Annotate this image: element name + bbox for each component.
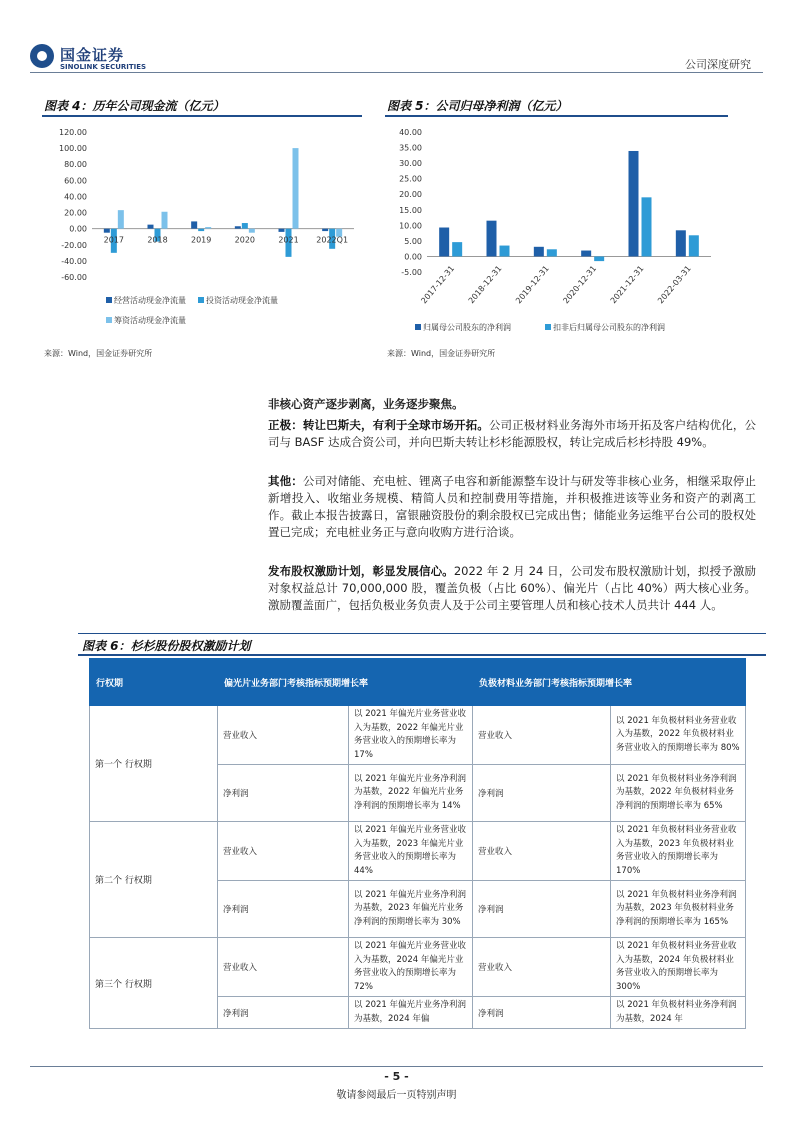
legend-label: 归属母公司股东的净利润 — [423, 323, 511, 332]
figure6-title-rule — [78, 654, 766, 656]
y-tick-label: 40.00 — [399, 128, 422, 137]
bar-2020-12-31-s2 — [594, 256, 604, 261]
footer-disclaimer: 敬请参阅最后一页特别声明 — [336, 1090, 457, 1101]
x-tick-label: 2020 — [234, 235, 256, 245]
legend-label: 扣非后归属母公司股东的净利润 — [553, 323, 665, 332]
bar-2017-s1 — [104, 229, 110, 233]
bar-2019-12-31-s2 — [547, 249, 557, 256]
bar-2021-12-31-s2 — [642, 197, 652, 256]
figure5-chart — [385, 120, 728, 340]
bar-2019-s3 — [205, 227, 211, 229]
figure4-title-rule — [42, 115, 362, 117]
bar-2020-12-31-s1 — [581, 251, 591, 257]
x-tick-label: 2017-12-31 — [419, 263, 457, 306]
table-row — [90, 822, 746, 881]
bar-2019-s1 — [191, 221, 197, 228]
figure5-source: 来源：Wind，国金证券研究所 — [387, 349, 496, 358]
anode-metric: 净利润 — [473, 881, 611, 938]
legend-swatch — [106, 297, 112, 303]
polarizer-target: 以 2021 年偏光片业务净利润为基数，2023 年偏光片业务净利润的预期增长率为 30% — [349, 881, 473, 938]
bar-2018-12-31-s2 — [500, 246, 510, 257]
legend-label: 投资活动现金净流量 — [206, 296, 278, 305]
y-tick-label: 5.00 — [404, 236, 422, 246]
y-tick-label: -40.00 — [61, 256, 87, 266]
y-tick-label: 10.00 — [399, 221, 422, 231]
brand-name-en: SINOLINK SECURITIES — [60, 63, 147, 71]
bar-2021-s3 — [293, 148, 299, 229]
legend-label: 经营活动现金净流量 — [114, 296, 186, 305]
y-tick-label: -60.00 — [61, 273, 87, 282]
x-tick-label: 2019 — [190, 235, 212, 245]
paragraph-cathode — [268, 417, 756, 451]
paragraph-cathode-lead: 正极：转让巴斯夫，有利于全球市场开拓。 — [268, 418, 489, 432]
anode-metric: 营业收入 — [473, 706, 611, 765]
y-tick-label: 0.00 — [69, 224, 87, 234]
polarizer-metric: 净利润 — [218, 765, 349, 822]
bar-2017-12-31-s1 — [439, 228, 449, 257]
figure4-source: 来源：Wind，国金证券研究所 — [44, 349, 153, 358]
anode-target: 以 2021 年负极材料业务营业收入为基数，2022 年负极材料业务营业收入的预期增长率为 80% — [611, 706, 746, 765]
figure6-top-rule — [78, 633, 766, 634]
polarizer-target: 以 2021 年偏光片业务营业收入为基数，2024 年偏光片业务营业收入的预期增长率为 72% — [349, 938, 473, 997]
figure5-title: 图表 5：公司归母净利润（亿元） — [387, 99, 568, 113]
x-tick-label: 2019-12-31 — [514, 263, 551, 306]
header-polarizer: 偏光片业务部门考核指标预期增长率 — [218, 659, 473, 706]
bar-2019-s2 — [198, 229, 204, 231]
polarizer-target: 以 2021 年偏光片业务营业收入为基数，2023 年偏光片业务营业收入的预期增长率为 44% — [349, 822, 473, 881]
x-tick-label: 2022Q1 — [316, 235, 349, 245]
y-tick-label: 40.00 — [64, 192, 87, 202]
polarizer-target: 以 2021 年偏光片业务净利润为基数，2022 年偏光片业务净利润的预期增长率为 14% — [349, 765, 473, 822]
table-row — [90, 938, 746, 997]
bar-2022-03-31-s2 — [689, 235, 699, 256]
anode-metric: 营业收入 — [473, 938, 611, 997]
anode-metric: 营业收入 — [473, 822, 611, 881]
anode-target: 以 2021 年负极材料业务净利润为基数，2024 年 — [611, 997, 746, 1029]
polarizer-metric: 净利润 — [218, 997, 349, 1029]
x-tick-label: 2020-12-31 — [561, 263, 599, 306]
brand-logo-icon — [30, 44, 54, 68]
legend-swatch — [545, 324, 551, 330]
bar-2021-s1 — [279, 229, 285, 232]
x-tick-label: 2021-12-31 — [608, 263, 646, 306]
paragraph-incentive — [268, 563, 756, 614]
figure4-chart — [42, 120, 364, 340]
header-anode: 负极材料业务部门考核指标预期增长率 — [473, 659, 746, 706]
period-name: 第一个 行权期 — [90, 706, 218, 822]
y-tick-label: 60.00 — [64, 176, 87, 186]
x-tick-label: 2017 — [103, 235, 125, 245]
bar-2022-03-31-s1 — [676, 230, 686, 256]
anode-target: 以 2021 年负极材料业务营业收入为基数，2023 年负极材料业务营业收入的预期增长率为 170% — [611, 822, 746, 881]
y-tick-label: 25.00 — [399, 174, 422, 184]
anode-target: 以 2021 年负极材料业务净利润为基数，2022 年负极材料业务净利润的预期增长率为 65% — [611, 765, 746, 822]
legend-swatch — [415, 324, 421, 330]
y-tick-label: -20.00 — [61, 240, 87, 250]
paragraph-other — [268, 473, 756, 541]
bar-2020-s3 — [249, 229, 255, 233]
bar-2017-s3 — [118, 210, 124, 229]
bar-2017-12-31-s2 — [452, 242, 462, 256]
y-tick-label: 30.00 — [399, 159, 422, 169]
y-tick-label: 0.00 — [404, 252, 422, 262]
legend-swatch — [106, 317, 112, 323]
table-row — [90, 706, 746, 765]
figure4-title: 图表 4：历年公司现金流（亿元） — [44, 99, 225, 113]
y-tick-label: 20.00 — [64, 208, 87, 218]
x-tick-label: 2018-12-31 — [466, 263, 504, 306]
bar-2021-12-31-s1 — [629, 151, 639, 256]
document-type: 公司深度研究 — [685, 58, 751, 71]
figure5-title-rule — [385, 115, 728, 117]
brand-name-cn: 国金证券 — [60, 46, 125, 64]
y-tick-label: 20.00 — [399, 190, 422, 200]
bar-2018-s1 — [148, 225, 154, 229]
polarizer-metric: 营业收入 — [218, 938, 349, 997]
x-tick-label: 2022-03-31 — [656, 263, 693, 306]
polarizer-metric: 营业收入 — [218, 822, 349, 881]
bar-2022Q1-s1 — [322, 229, 328, 231]
bar-2020-s1 — [235, 226, 241, 228]
period-name: 第三个 行权期 — [90, 938, 218, 1029]
footer-divider — [30, 1066, 763, 1067]
bar-2019-12-31-s1 — [534, 247, 544, 257]
anode-metric: 净利润 — [473, 765, 611, 822]
bar-2018-12-31-s1 — [487, 221, 497, 257]
polarizer-target: 以 2021 年偏光片业务营业收入为基数，2022 年偏光片业务营业收入的预期增长率为 17% — [349, 706, 473, 765]
y-tick-label: 120.00 — [59, 128, 87, 137]
legend-label: 筹资活动现金净流量 — [114, 316, 186, 325]
paragraph-cathode-text: 公司正极材料业务海外市场开拓及客户结构优化，公司与 BASF 达成合资公司，并向巴斯夫转让杉杉能源股权，转让完成后杉杉持股 49%。 — [268, 418, 757, 449]
y-tick-label: -5.00 — [401, 268, 422, 277]
paragraph-other-lead: 其他： — [268, 474, 303, 488]
section-heading: 非核心资产逐步剥离，业务逐步聚焦。 — [268, 397, 464, 411]
anode-target: 以 2021 年负极材料业务净利润为基数，2023 年负极材料业务净利润的预期增长率为 165% — [611, 881, 746, 938]
anode-target: 以 2021 年负极材料业务营业收入为基数，2024 年负极材料业务营业收入的预期增长率为 300% — [611, 938, 746, 997]
period-name: 第二个 行权期 — [90, 822, 218, 938]
anode-metric: 净利润 — [473, 997, 611, 1029]
y-tick-label: 15.00 — [399, 205, 422, 215]
header-divider — [30, 72, 763, 73]
y-tick-label: 35.00 — [399, 143, 422, 153]
header-period: 行权期 — [90, 659, 218, 706]
polarizer-metric: 净利润 — [218, 881, 349, 938]
y-tick-label: 100.00 — [59, 144, 87, 154]
paragraph-incentive-text: 2022 年 2 月 24 日，公司发布股权激励计划，拟授予激励对象权益总计 70,000,000 股，覆盖负极（占比 60%）、偏光片（占比 40%）两大核心业务。激励覆盖面广，包括负极业务负责人及于公司主要管理人员和核心技术人员共计 444 人。 — [268, 564, 757, 612]
polarizer-metric: 营业收入 — [218, 706, 349, 765]
incentive-plan-table — [89, 658, 746, 1029]
bar-2018-s3 — [162, 212, 168, 229]
y-tick-label: 80.00 — [64, 160, 87, 170]
bar-2020-s2 — [242, 223, 248, 229]
table-header-row — [90, 659, 746, 706]
polarizer-target: 以 2021 年偏光片业务净利润为基数，2024 年偏 — [349, 997, 473, 1029]
x-tick-label: 2018 — [147, 235, 168, 245]
paragraph-incentive-lead: 发布股权激励计划，彰显发展信心。 — [268, 564, 454, 578]
paragraph-other-text: 公司对储能、充电桩、锂离子电容和新能源整车设计与研发等非核心业务，相继采取停止新增投入、收缩业务规模、精简人员和控制费用等措施，并积极推进该等业务和资产的剥离工作。截止本报告披露日，富银融资股份的剩余股权已完成出售；储能业务运维平台公司的股权处置已完成；充电桩业务正与意向收购方进行洽谈。 — [268, 474, 757, 539]
figure6-title: 图表 6：杉杉股份股权激励计划 — [82, 639, 251, 653]
page-number: - 5 - — [384, 1070, 409, 1083]
legend-swatch — [198, 297, 204, 303]
x-tick-label: 2021 — [278, 235, 299, 245]
